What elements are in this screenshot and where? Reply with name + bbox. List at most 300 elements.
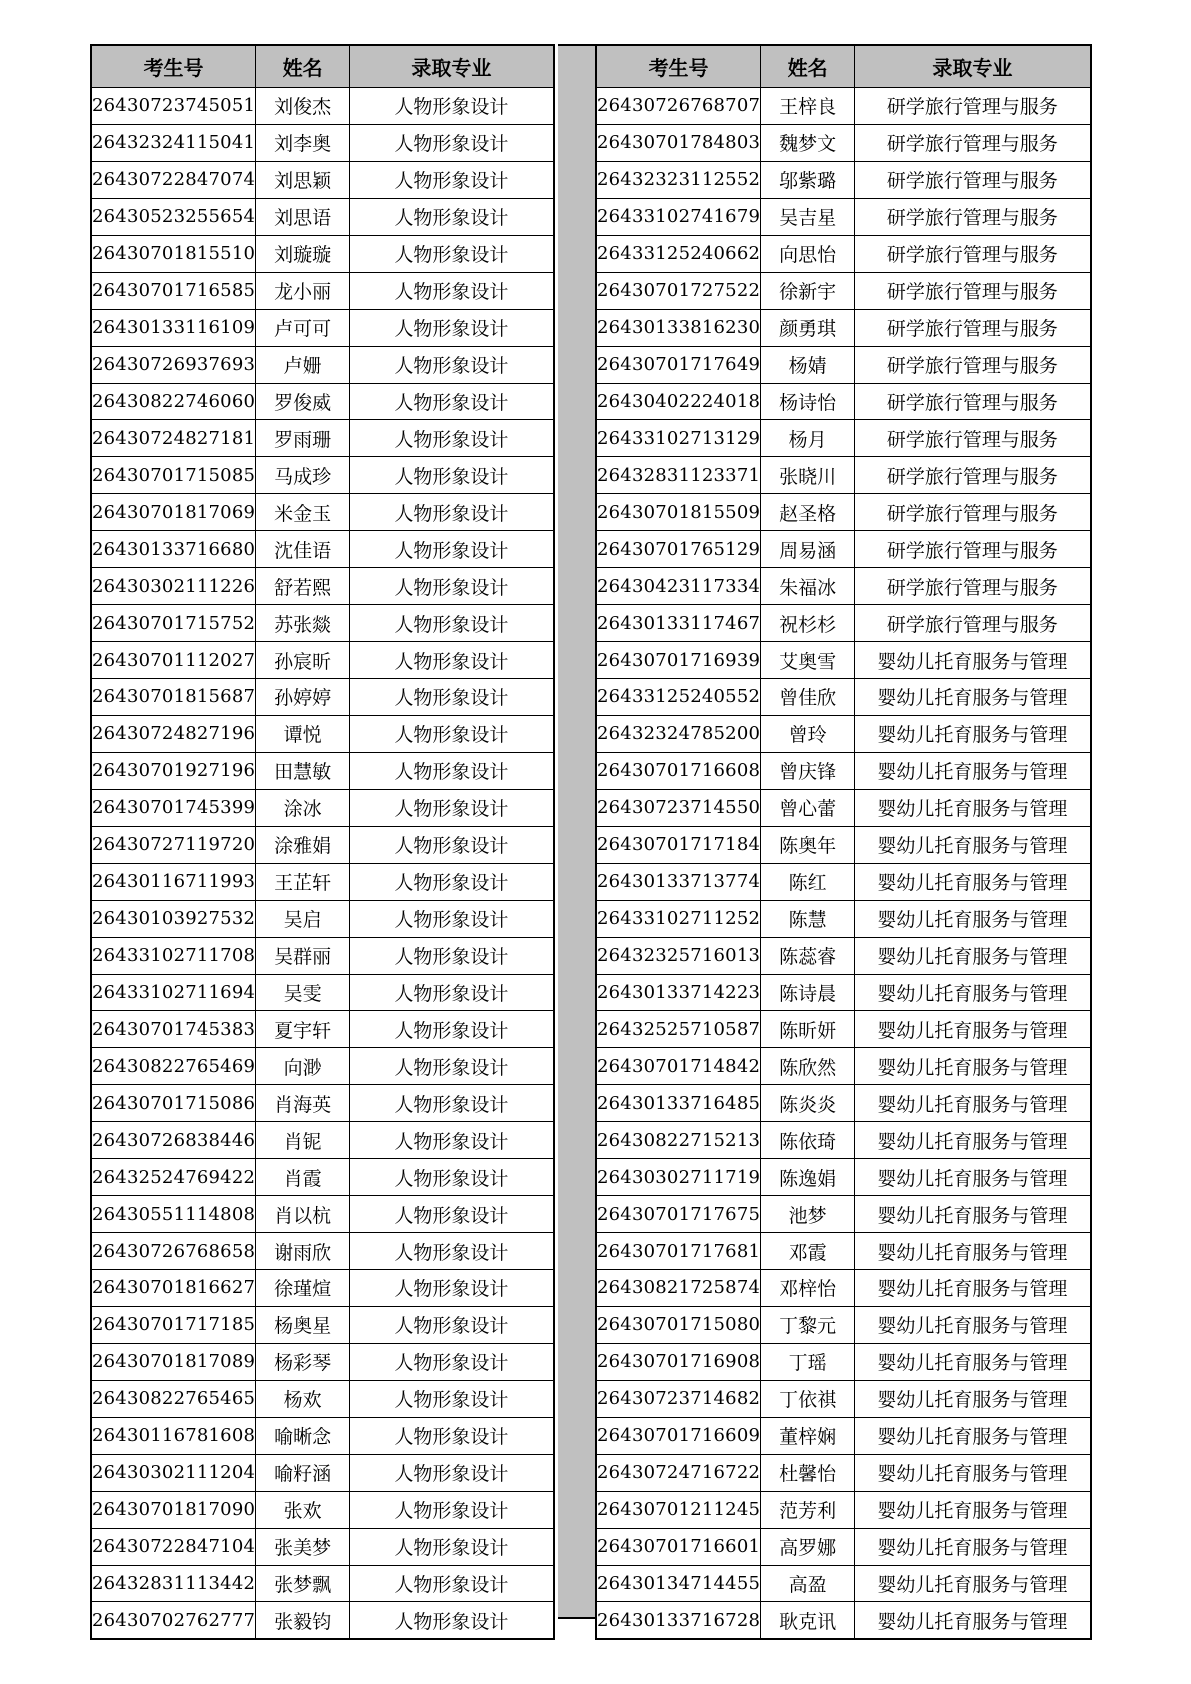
student-name-cell: 谭悦 (256, 715, 350, 752)
student-name-cell: 龙小丽 (256, 272, 350, 309)
major-cell: 婴幼儿托育服务与管理 (855, 1011, 1091, 1048)
exam-id-cell: 26430727119720 (91, 826, 256, 863)
student-name-cell: 向渺 (256, 1048, 350, 1085)
table-row (596, 1380, 1091, 1417)
major-cell: 人物形象设计 (350, 161, 554, 198)
major-cell: 婴幼儿托育服务与管理 (855, 863, 1091, 900)
table-row (596, 383, 1091, 420)
student-name-cell: 徐新宇 (761, 272, 855, 309)
exam-id-cell: 26430701817069 (91, 494, 256, 531)
exam-id-cell: 26430724827196 (91, 715, 256, 752)
exam-id-cell: 26430701784803 (596, 124, 761, 161)
table-row (91, 346, 554, 383)
exam-id-cell: 26430722847074 (91, 161, 256, 198)
exam-id-cell: 26430133713774 (596, 863, 761, 900)
exam-id-cell: 26433102711252 (596, 900, 761, 937)
table-row (91, 715, 554, 752)
major-cell: 人物形象设计 (350, 715, 554, 752)
major-cell: 人物形象设计 (350, 1196, 554, 1233)
major-cell: 人物形象设计 (350, 1048, 554, 1085)
table-row (596, 789, 1091, 826)
major-cell: 婴幼儿托育服务与管理 (855, 974, 1091, 1011)
left-table-body (91, 88, 554, 1640)
major-cell: 人物形象设计 (350, 309, 554, 346)
table-row (91, 1528, 554, 1565)
major-cell: 婴幼儿托育服务与管理 (855, 1233, 1091, 1270)
student-name-cell: 高罗娜 (761, 1528, 855, 1565)
student-name-cell: 杨婧 (761, 346, 855, 383)
table-row (91, 1122, 554, 1159)
student-name-cell: 陈奥年 (761, 826, 855, 863)
student-name-cell: 陈炎炎 (761, 1085, 855, 1122)
student-name-cell: 向思怡 (761, 235, 855, 272)
exam-id-cell: 26430723714682 (596, 1380, 761, 1417)
major-cell: 人物形象设计 (350, 1491, 554, 1528)
table-row (596, 272, 1091, 309)
major-cell: 研学旅行管理与服务 (855, 494, 1091, 531)
student-name-cell: 肖霞 (256, 1159, 350, 1196)
exam-id-cell: 26430402224018 (596, 383, 761, 420)
exam-id-cell: 26430702762777 (91, 1602, 256, 1639)
major-cell: 研学旅行管理与服务 (855, 568, 1091, 605)
table-row (596, 1417, 1091, 1454)
student-name-cell: 刘李奥 (256, 124, 350, 161)
major-cell: 婴幼儿托育服务与管理 (855, 1565, 1091, 1602)
table-row (91, 1011, 554, 1048)
table-row (596, 1159, 1091, 1196)
student-name-cell: 董梓娴 (761, 1417, 855, 1454)
table-row (91, 1491, 554, 1528)
exam-id-cell: 26433125240662 (596, 235, 761, 272)
student-name-cell: 陈慧 (761, 900, 855, 937)
student-name-cell: 丁依祺 (761, 1380, 855, 1417)
table-row (91, 900, 554, 937)
exam-id-cell: 26430701716939 (596, 642, 761, 679)
major-cell: 婴幼儿托育服务与管理 (855, 1454, 1091, 1491)
major-cell: 研学旅行管理与服务 (855, 161, 1091, 198)
exam-id-cell: 26430726768658 (91, 1233, 256, 1270)
table-row (91, 1085, 554, 1122)
student-name-cell: 邬紫璐 (761, 161, 855, 198)
major-cell: 人物形象设计 (350, 1528, 554, 1565)
major-cell: 人物形象设计 (350, 568, 554, 605)
student-name-cell: 陈诗晨 (761, 974, 855, 1011)
major-cell: 婴幼儿托育服务与管理 (855, 1417, 1091, 1454)
major-cell: 婴幼儿托育服务与管理 (855, 1048, 1091, 1085)
student-name-cell: 杨欢 (256, 1380, 350, 1417)
major-cell: 人物形象设计 (350, 1270, 554, 1307)
student-name-cell: 卢可可 (256, 309, 350, 346)
exam-id-cell: 26430701716908 (596, 1343, 761, 1380)
exam-id-cell: 26432525710587 (596, 1011, 761, 1048)
major-cell: 研学旅行管理与服务 (855, 605, 1091, 642)
student-name-cell: 陈蕊睿 (761, 937, 855, 974)
table-row (91, 383, 554, 420)
student-name-cell: 吴吉星 (761, 198, 855, 235)
table-row (596, 1306, 1091, 1343)
header-exam-id: 考生号 (596, 45, 761, 88)
table-row (596, 752, 1091, 789)
student-name-cell: 肖以杭 (256, 1196, 350, 1233)
major-cell: 婴幼儿托育服务与管理 (855, 1306, 1091, 1343)
exam-id-cell: 26430701745383 (91, 1011, 256, 1048)
exam-id-cell: 26430701716601 (596, 1528, 761, 1565)
exam-id-cell: 26433102741679 (596, 198, 761, 235)
table-row (596, 1196, 1091, 1233)
exam-id-cell: 26430423117334 (596, 568, 761, 605)
major-cell: 婴幼儿托育服务与管理 (855, 1491, 1091, 1528)
table-row (596, 1048, 1091, 1085)
exam-id-cell: 26430701717649 (596, 346, 761, 383)
student-name-cell: 喻籽涵 (256, 1454, 350, 1491)
exam-id-cell: 26430701817089 (91, 1343, 256, 1380)
table-row (596, 235, 1091, 272)
admission-table-left (90, 44, 555, 1640)
exam-id-cell: 26430133117467 (596, 605, 761, 642)
table-row (91, 826, 554, 863)
major-cell: 婴幼儿托育服务与管理 (855, 752, 1091, 789)
major-cell: 人物形象设计 (350, 383, 554, 420)
major-cell: 人物形象设计 (350, 900, 554, 937)
student-name-cell: 夏宇轩 (256, 1011, 350, 1048)
exam-id-cell: 26430822746060 (91, 383, 256, 420)
table-row (596, 88, 1091, 125)
table-row (596, 309, 1091, 346)
table-row (596, 124, 1091, 161)
exam-id-cell: 26430722847104 (91, 1528, 256, 1565)
exam-id-cell: 26432324785200 (596, 715, 761, 752)
table-row (596, 715, 1091, 752)
major-cell: 人物形象设计 (350, 642, 554, 679)
student-name-cell: 杨诗怡 (761, 383, 855, 420)
exam-id-cell: 26430723714550 (596, 789, 761, 826)
major-cell: 研学旅行管理与服务 (855, 420, 1091, 457)
student-name-cell: 张美梦 (256, 1528, 350, 1565)
major-cell: 人物形象设计 (350, 1085, 554, 1122)
major-cell: 人物形象设计 (350, 863, 554, 900)
student-name-cell: 刘思语 (256, 198, 350, 235)
exam-id-cell: 26430701765129 (596, 531, 761, 568)
exam-id-cell: 26430701815510 (91, 235, 256, 272)
major-cell: 人物形象设计 (350, 1233, 554, 1270)
major-cell: 婴幼儿托育服务与管理 (855, 1343, 1091, 1380)
major-cell: 人物形象设计 (350, 826, 554, 863)
student-name-cell: 池梦 (761, 1196, 855, 1233)
header-name: 姓名 (256, 45, 350, 88)
student-name-cell: 喻晰念 (256, 1417, 350, 1454)
right-table-body (596, 88, 1091, 1640)
major-cell: 人物形象设计 (350, 1454, 554, 1491)
exam-id-cell: 26430133716728 (596, 1602, 761, 1639)
table-row (91, 642, 554, 679)
table-row (596, 642, 1091, 679)
student-name-cell: 田慧敏 (256, 752, 350, 789)
exam-id-cell: 26430302111226 (91, 568, 256, 605)
major-cell: 人物形象设计 (350, 1417, 554, 1454)
student-name-cell: 耿克讯 (761, 1602, 855, 1639)
student-name-cell: 陈红 (761, 863, 855, 900)
student-name-cell: 张欢 (256, 1491, 350, 1528)
major-cell: 婴幼儿托育服务与管理 (855, 1122, 1091, 1159)
major-cell: 研学旅行管理与服务 (855, 198, 1091, 235)
header-major: 录取专业 (350, 45, 554, 88)
exam-id-cell: 26430701716585 (91, 272, 256, 309)
table-row (596, 679, 1091, 716)
major-cell: 婴幼儿托育服务与管理 (855, 900, 1091, 937)
exam-id-cell: 26430701717184 (596, 826, 761, 863)
table-row (91, 1565, 554, 1602)
table-row (91, 937, 554, 974)
table-row (91, 198, 554, 235)
major-cell: 人物形象设计 (350, 235, 554, 272)
student-name-cell: 罗雨珊 (256, 420, 350, 457)
student-name-cell: 涂冰 (256, 789, 350, 826)
table-row (91, 494, 554, 531)
major-cell: 研学旅行管理与服务 (855, 272, 1091, 309)
exam-id-cell: 26430726768707 (596, 88, 761, 125)
student-name-cell: 陈昕妍 (761, 1011, 855, 1048)
exam-id-cell: 26430701714842 (596, 1048, 761, 1085)
table-row (91, 679, 554, 716)
student-name-cell: 沈佳语 (256, 531, 350, 568)
student-name-cell: 刘俊杰 (256, 88, 350, 125)
major-cell: 人物形象设计 (350, 789, 554, 826)
major-cell: 婴幼儿托育服务与管理 (855, 1270, 1091, 1307)
table-row (91, 420, 554, 457)
major-cell: 研学旅行管理与服务 (855, 346, 1091, 383)
exam-id-cell: 26430822765469 (91, 1048, 256, 1085)
header-row (596, 45, 1091, 88)
table-row (91, 309, 554, 346)
exam-id-cell: 26430701717681 (596, 1233, 761, 1270)
major-cell: 婴幼儿托育服务与管理 (855, 642, 1091, 679)
student-name-cell: 孙宸昕 (256, 642, 350, 679)
exam-id-cell: 26430701927196 (91, 752, 256, 789)
table-row (91, 531, 554, 568)
table-row (596, 1011, 1091, 1048)
exam-id-cell: 26432323112552 (596, 161, 761, 198)
major-cell: 婴幼儿托育服务与管理 (855, 937, 1091, 974)
student-name-cell: 杜馨怡 (761, 1454, 855, 1491)
major-cell: 人物形象设计 (350, 1122, 554, 1159)
exam-id-cell: 26430701715086 (91, 1085, 256, 1122)
student-name-cell: 吴群丽 (256, 937, 350, 974)
exam-id-cell: 26432524769422 (91, 1159, 256, 1196)
table-row (596, 1122, 1091, 1159)
exam-id-cell: 26430701716608 (596, 752, 761, 789)
student-name-cell: 颜勇琪 (761, 309, 855, 346)
major-cell: 人物形象设计 (350, 679, 554, 716)
major-cell: 研学旅行管理与服务 (855, 88, 1091, 125)
student-name-cell: 谢雨欣 (256, 1233, 350, 1270)
exam-id-cell: 26430701715080 (596, 1306, 761, 1343)
exam-id-cell: 26430302111204 (91, 1454, 256, 1491)
table-row (91, 88, 554, 125)
exam-id-cell: 26430701717185 (91, 1306, 256, 1343)
exam-id-cell: 26430133714223 (596, 974, 761, 1011)
major-cell: 婴幼儿托育服务与管理 (855, 1380, 1091, 1417)
student-name-cell: 吴启 (256, 900, 350, 937)
table-row (91, 1270, 554, 1307)
exam-id-cell: 26430134714455 (596, 1565, 761, 1602)
major-cell: 婴幼儿托育服务与管理 (855, 1196, 1091, 1233)
exam-id-cell: 26432324115041 (91, 124, 256, 161)
table-row (596, 1528, 1091, 1565)
table-row (91, 457, 554, 494)
exam-id-cell: 26430116781608 (91, 1417, 256, 1454)
exam-id-cell: 26432831113442 (91, 1565, 256, 1602)
student-name-cell: 刘思颖 (256, 161, 350, 198)
major-cell: 婴幼儿托育服务与管理 (855, 1528, 1091, 1565)
student-name-cell: 涂雅娟 (256, 826, 350, 863)
major-cell: 人物形象设计 (350, 1306, 554, 1343)
table-row (91, 235, 554, 272)
student-name-cell: 徐瑾煊 (256, 1270, 350, 1307)
table-row (91, 789, 554, 826)
table-row (91, 1380, 554, 1417)
major-cell: 人物形象设计 (350, 124, 554, 161)
table-row (91, 974, 554, 1011)
table-row (91, 272, 554, 309)
major-cell: 人物形象设计 (350, 88, 554, 125)
table-row (596, 1602, 1091, 1639)
table-row (596, 420, 1091, 457)
exam-id-cell: 26430133816230 (596, 309, 761, 346)
student-name-cell: 曾庆锋 (761, 752, 855, 789)
header-major: 录取专业 (855, 45, 1091, 88)
major-cell: 研学旅行管理与服务 (855, 124, 1091, 161)
major-cell: 人物形象设计 (350, 974, 554, 1011)
major-cell: 婴幼儿托育服务与管理 (855, 1085, 1091, 1122)
exam-id-cell: 26432325716013 (596, 937, 761, 974)
table-row (596, 568, 1091, 605)
exam-id-cell: 26430701211245 (596, 1491, 761, 1528)
major-cell: 研学旅行管理与服务 (855, 457, 1091, 494)
student-name-cell: 陈欣然 (761, 1048, 855, 1085)
student-name-cell: 马成珍 (256, 457, 350, 494)
student-name-cell: 卢姗 (256, 346, 350, 383)
exam-id-cell: 26430701727522 (596, 272, 761, 309)
exam-id-cell: 26430701817090 (91, 1491, 256, 1528)
major-cell: 人物形象设计 (350, 1380, 554, 1417)
table-row (596, 1270, 1091, 1307)
student-name-cell: 祝杉杉 (761, 605, 855, 642)
major-cell: 人物形象设计 (350, 1159, 554, 1196)
exam-id-cell: 26430701715752 (91, 605, 256, 642)
exam-id-cell: 26430701717675 (596, 1196, 761, 1233)
student-name-cell: 肖铌 (256, 1122, 350, 1159)
table-row (596, 457, 1091, 494)
student-name-cell: 艾奥雪 (761, 642, 855, 679)
table-row (596, 346, 1091, 383)
major-cell: 研学旅行管理与服务 (855, 235, 1091, 272)
exam-id-cell: 26430821725874 (596, 1270, 761, 1307)
table-row (596, 531, 1091, 568)
major-cell: 婴幼儿托育服务与管理 (855, 679, 1091, 716)
admission-table-right (595, 44, 1092, 1640)
exam-id-cell: 26430701745399 (91, 789, 256, 826)
table-row (596, 1454, 1091, 1491)
student-name-cell: 王芷轩 (256, 863, 350, 900)
table-row (596, 863, 1091, 900)
header-name: 姓名 (761, 45, 855, 88)
student-name-cell: 王梓良 (761, 88, 855, 125)
student-name-cell: 苏张燚 (256, 605, 350, 642)
table-row (91, 1233, 554, 1270)
exam-id-cell: 26432831123371 (596, 457, 761, 494)
student-name-cell: 杨彩琴 (256, 1343, 350, 1380)
major-cell: 婴幼儿托育服务与管理 (855, 715, 1091, 752)
student-name-cell: 舒若熙 (256, 568, 350, 605)
major-cell: 人物形象设计 (350, 198, 554, 235)
major-cell: 研学旅行管理与服务 (855, 531, 1091, 568)
exam-id-cell: 26430822715213 (596, 1122, 761, 1159)
table-row (91, 863, 554, 900)
table-row (596, 605, 1091, 642)
table-row (91, 1417, 554, 1454)
exam-id-cell: 26430103927532 (91, 900, 256, 937)
student-name-cell: 孙婷婷 (256, 679, 350, 716)
major-cell: 人物形象设计 (350, 1343, 554, 1380)
student-name-cell: 邓梓怡 (761, 1270, 855, 1307)
exam-id-cell: 26430822765465 (91, 1380, 256, 1417)
major-cell: 人物形象设计 (350, 1011, 554, 1048)
student-name-cell: 丁瑶 (761, 1343, 855, 1380)
table-row (91, 1343, 554, 1380)
table-row (91, 1159, 554, 1196)
student-name-cell: 丁黎元 (761, 1306, 855, 1343)
major-cell: 婴幼儿托育服务与管理 (855, 1159, 1091, 1196)
table-row (596, 1343, 1091, 1380)
major-cell: 婴幼儿托育服务与管理 (855, 826, 1091, 863)
exam-id-cell: 26433102713129 (596, 420, 761, 457)
student-name-cell: 吴雯 (256, 974, 350, 1011)
exam-id-cell: 26430701815509 (596, 494, 761, 531)
table-row (91, 568, 554, 605)
exam-id-cell: 26430133116109 (91, 309, 256, 346)
major-cell: 人物形象设计 (350, 1602, 554, 1639)
table-row (91, 1048, 554, 1085)
table-row (596, 900, 1091, 937)
student-name-cell: 周易涵 (761, 531, 855, 568)
table-row (91, 1306, 554, 1343)
student-name-cell: 肖海英 (256, 1085, 350, 1122)
exam-id-cell: 26430523255654 (91, 198, 256, 235)
major-cell: 人物形象设计 (350, 420, 554, 457)
table-row (596, 161, 1091, 198)
table-row (596, 974, 1091, 1011)
student-name-cell: 曾佳欣 (761, 679, 855, 716)
header-row (91, 45, 554, 88)
student-name-cell: 张梦飘 (256, 1565, 350, 1602)
student-name-cell: 刘璇璇 (256, 235, 350, 272)
student-name-cell: 张晓川 (761, 457, 855, 494)
major-cell: 人物形象设计 (350, 346, 554, 383)
major-cell: 人物形象设计 (350, 457, 554, 494)
major-cell: 人物形象设计 (350, 752, 554, 789)
major-cell: 人物形象设计 (350, 272, 554, 309)
exam-id-cell: 26430701715085 (91, 457, 256, 494)
table-row (91, 1602, 554, 1639)
table-row (91, 605, 554, 642)
table-row (596, 1491, 1091, 1528)
exam-id-cell: 26430302711719 (596, 1159, 761, 1196)
exam-id-cell: 26430726838446 (91, 1122, 256, 1159)
exam-id-cell: 26430701112027 (91, 642, 256, 679)
student-name-cell: 邓霞 (761, 1233, 855, 1270)
student-name-cell: 杨奥星 (256, 1306, 350, 1343)
column-divider (558, 44, 595, 1619)
